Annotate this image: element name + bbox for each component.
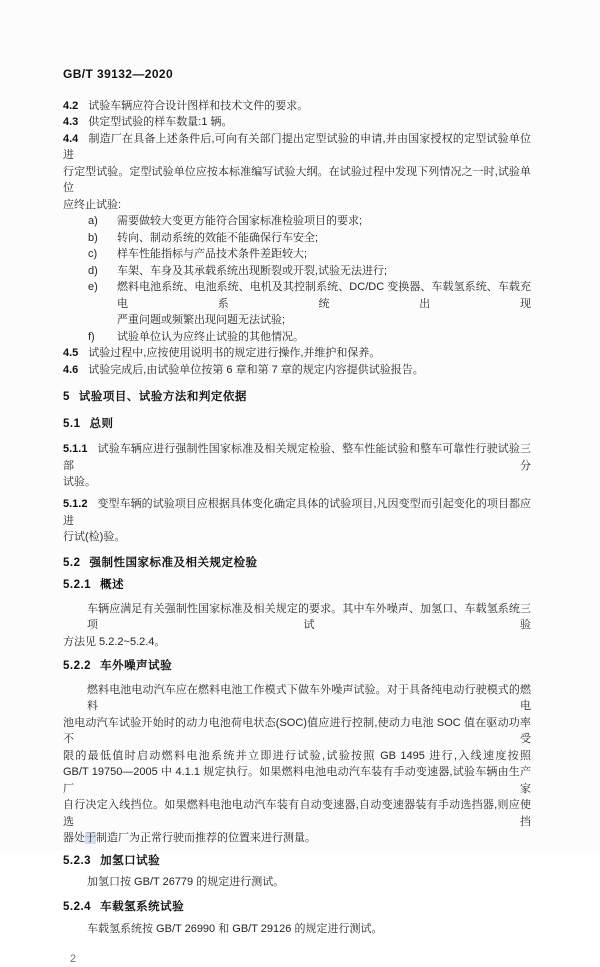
text-line — [63, 131, 531, 164]
heading-number: 5.1 — [63, 418, 81, 430]
clause-text: 试验完成后,由试验单位按第 6 章和第 7 章的规定内容提供试验报告。 — [88, 364, 424, 376]
text-line: 行试(检)验。 — [63, 529, 531, 546]
section-heading-5-1 — [63, 416, 531, 433]
section-heading-5-2-3 — [63, 853, 531, 870]
clause-4-6 — [63, 362, 531, 379]
clause-text: 加氢口按 GB/T 26779 的规定进行测试。 — [87, 876, 284, 888]
page-number: 2 — [63, 951, 531, 967]
clause-text: 车载氢系统按 GB/T 26990 和 GB/T 29126 的规定进行测试。 — [87, 923, 382, 935]
clause-4-5 — [63, 345, 531, 362]
heading-number: 5.2.4 — [63, 901, 91, 913]
paragraph-5-2-1 — [63, 601, 531, 651]
section-heading-5-2 — [63, 555, 531, 572]
heading-number: 5.2 — [63, 557, 81, 569]
list-item-d — [63, 263, 531, 280]
text-line — [63, 441, 531, 474]
text-line — [63, 830, 531, 847]
text-line: GB/T 19750—2005 中 4.1.1 规定执行。如果燃料电池电动汽车装有手动变速器,试验车辆由生产厂家 — [63, 764, 531, 797]
text-line: 严重问题或频繁出现问题无法试验; — [117, 312, 531, 329]
heading-number: 5 — [63, 391, 70, 403]
text-line: 自行决定入线挡位。如果燃料电池电动汽车装有自动变速器,自动变速器装有手动选挡器,则应使选挡 — [63, 797, 531, 830]
heading-title: 强制性国家标准及相关规定检验 — [90, 557, 258, 569]
text-line: 样车性能指标与产品技术条件差距较大; — [117, 246, 531, 263]
page-content — [63, 66, 531, 967]
heading-title: 总则 — [90, 418, 114, 430]
clause-4-2 — [63, 98, 531, 115]
clause-text: 变型车辆的试验项目应根据具体变化确定具体的试验项目,凡因变型而引起变化的项目都应进 — [63, 498, 531, 527]
list-label: d) — [88, 263, 98, 280]
list-label: c) — [88, 246, 97, 263]
section-heading-5-2-4 — [63, 899, 531, 916]
text-line — [63, 496, 531, 529]
text-line: 燃料电池电动汽车应在燃料电池工作模式下做车外噪声试验。对于具备纯电动行驶模式的燃料电 — [63, 682, 531, 715]
list-label: b) — [88, 230, 98, 247]
text-line: 需要做较大变更方能符合国家标准检验项目的要求; — [117, 213, 531, 230]
list-label: f) — [88, 329, 95, 346]
clause-text: 制造厂为正常行驶而推荐的位置来进行测量。 — [96, 832, 316, 844]
clause-4-4 — [63, 131, 531, 214]
heading-number: 5.2.1 — [63, 579, 91, 591]
text-line: 车架、车身及其承载系统出现断裂或开裂,试验无法进行; — [117, 263, 531, 280]
clause-5-1-1 — [63, 441, 531, 491]
clause-text: 试验过程中,应按使用说明书的规定进行操作,并维护和保养。 — [88, 347, 380, 359]
list-item-a — [63, 213, 531, 230]
clause-number: 4.4 — [63, 133, 78, 145]
list-label: e) — [88, 279, 98, 296]
clause-4-3 — [63, 114, 531, 131]
clause-number: 4.3 — [63, 116, 78, 128]
list-item-c — [63, 246, 531, 263]
text-line: 行定型试验。定型试验单位应按本标准编写试验大纲。在试验过程中发现下列情况之一时,试验单位 — [63, 164, 531, 197]
clause-text: 器处 — [63, 832, 85, 844]
clause-number: 4.2 — [63, 100, 78, 112]
section-heading-5-2-1 — [63, 577, 531, 594]
heading-title: 概述 — [100, 579, 124, 591]
text-line: 限的最低值时启动燃料电池系统并立即进行试验,试验按照 GB 1495 进行,入线速度按照 — [63, 748, 531, 765]
paragraph-5-2-3 — [63, 874, 531, 891]
list-item-b — [63, 230, 531, 247]
clause-text: 试验车辆应进行强制性国家标准及相关规定检验、整车性能试验和整车可靠性行驶试验三部分 — [63, 443, 531, 472]
clause-number: 4.6 — [63, 364, 78, 376]
paragraph-5-2-2 — [63, 682, 531, 847]
text-line: 转向、制动系统的效能不能确保行车安全; — [117, 230, 531, 247]
clause-number: 5.1.2 — [63, 498, 87, 510]
heading-title: 试验项目、试验方法和判定依据 — [79, 391, 247, 403]
section-heading-5-2-2 — [63, 658, 531, 675]
standard-number-header: GB/T 39132—2020 — [63, 66, 531, 83]
highlighted-character: 于 — [85, 832, 96, 844]
list-label: a) — [88, 213, 98, 230]
text-line: 车辆应满足有关强制性国家标准及相关规定的要求。其中车外噪声、加氢口、车载氢系统三项试验 — [63, 601, 531, 634]
clause-text: 供定型试验的样车数量:1 辆。 — [88, 116, 232, 128]
heading-title: 车外噪声试验 — [100, 660, 172, 672]
heading-title: 车载氢系统试验 — [100, 901, 184, 913]
text-line: 应终止试验: — [63, 197, 531, 214]
heading-title: 加氢口试验 — [100, 855, 160, 867]
clause-number: 5.1.1 — [63, 443, 87, 455]
heading-number: 5.2.2 — [63, 660, 91, 672]
list-item-f — [63, 329, 531, 346]
clause-number: 4.5 — [63, 347, 78, 359]
text-line: 池电动汽车试验开始时的动力电池荷电状态(SOC)值应进行控制,使动力电池 SOC 值在驱动功率不受 — [63, 715, 531, 748]
section-heading-5 — [63, 389, 531, 406]
paragraph-5-2-4 — [63, 921, 531, 938]
heading-number: 5.2.3 — [63, 855, 91, 867]
list-item-e — [63, 279, 531, 329]
text-line: 燃料电池系统、电池系统、电机及其控制系统、DC/DC 变换器、车载氢系统、车载充电系统出现 — [117, 279, 531, 312]
text-line: 试验。 — [63, 474, 531, 491]
clause-text: 制造厂在具备上述条件后,可向有关部门提出定型试验的申请,并由国家授权的定型试验单位进 — [63, 133, 531, 162]
termination-condition-list — [63, 213, 531, 345]
clause-text: 试验车辆应符合设计图样和技术文件的要求。 — [88, 100, 308, 112]
text-line: 试验单位认为应终止试验的其他情况。 — [117, 329, 531, 346]
clause-5-1-2 — [63, 496, 531, 546]
text-line: 方法见 5.2.2~5.2.4。 — [63, 634, 531, 651]
